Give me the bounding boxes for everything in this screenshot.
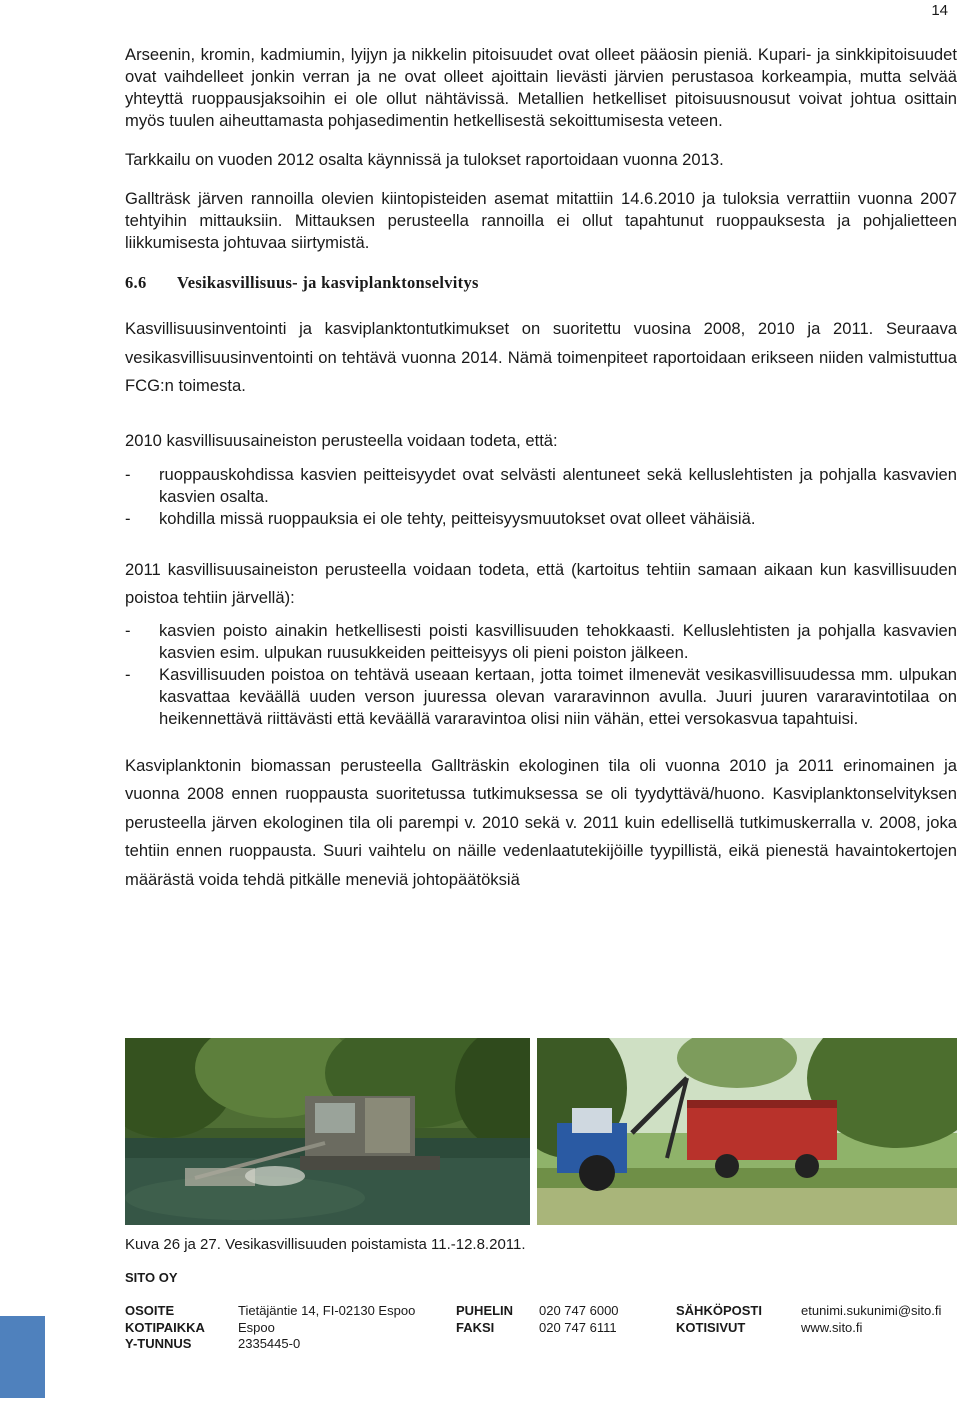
footer-domicile: Espoo [238,1319,275,1335]
footer-address: Tietäjäntie 14, FI-02130 Espoo [238,1303,416,1318]
footer-label: Y-TUNNUS [125,1336,192,1351]
footer-values-1 [238,1303,415,1353]
footer-website[interactable]: www.sito.fi [801,1319,863,1335]
paragraph-phytoplankton: Kasviplanktonin biomassan perusteella Gallträskin ekologinen tila oli vuonna 2010 ja 2011 erinomainen ja vuonna 2008 ennen ruoppausta suoritetussa tutkimuksessa se oli tyydyttävä/huono. Kasviplanktonselvityksen perusteella järven ekologinen tila oli parempi v. 2010 sekä v. 2011 kuin edellisellä tutkimuskerralla v. 2008, joka tehtiin ennen ruoppausta. Suuri vaihtelu on näille vedenlaatutekijöille tyypillistä, eikä pienestä havaintokertojen määrästä voida tehdä pitkälle meneviä johtopäätöksiä [125,755,957,889]
footer-label: PUHELIN [456,1303,514,1318]
list-item: - kasvien poisto ainakin hetkellisesti poisti kasvillisuuden tehokkaasti. Kelluslehtisten ja pohjalla kasvavien kasvien esim. ulpukan ruusukkeiden peitteisyys oli pieni poiston jälkeen. [125,620,957,664]
footer-phone: 020 747 6000 [539,1303,619,1318]
footer-label: FAKSI [456,1319,495,1335]
paragraph-metals: Arseenin, kromin, kadmiumin, lyijyn ja nikkelin pitoisuudet ovat olleet pääosin pieniä. Kupari- ja sinkkipitoisuudet ovat vaihdelleet jonkin verran ja ne ovat olleet ajoittain lievästi järvien perustasoa korkeampia, mutta selvää yhteyttä ruoppausjaksoihin ei ole ollut nähtävissä. Metallien hetkelliset pitoisuusnousut voivat johtua osittain myös tuulen aiheuttamasta pohjasedimentin hetkellisestä sekoittumisesta veteen. [125,45,957,130]
photo-weed-harvester [125,1038,530,1225]
section-number: 6.6 [125,273,147,292]
footer-label: KOTISIVUT [676,1319,746,1335]
footer-label: OSOITE [125,1303,175,1318]
footer-labels-2 [456,1303,513,1336]
list-item: - kohdilla missä ruoppauksia ei ole tehty, peitteisyysmuutokset ovat olleet vähäisiä. [125,508,957,530]
document-body [125,44,957,894]
photo-tractor-trailer [537,1038,957,1225]
photo-row [125,1038,957,1225]
figure-caption: Kuva 26 ja 27. Vesikasvillisuuden poistamista 11.-12.8.2011. [125,1236,526,1253]
paragraph-benchmarks: Gallträsk järven rannoilla olevien kiintopisteiden asemat mitattiin 14.6.2010 ja tuloksia verrattiin vuonna 2007 tehtyihin mittauksiin. Mittauksen perusteella rannoilla ei ollut tapahtunut ruoppauksesta ja pohjalietteen liikkumisesta johtuvaa siirtymistä. [125,189,957,252]
paragraph-2011-intro: 2011 kasvillisuusaineiston perusteella voidaan todeta, että (kartoitus tehtiin samaan aikaan kun kasvillisuuden poistoa tehtiin järvellä): [125,559,957,607]
footer-business-id: 2335445-0 [238,1336,301,1351]
footer-values-2 [539,1303,619,1336]
footer-email[interactable]: etunimi.sukunimi@sito.fi [801,1303,942,1318]
list-2011 [125,620,957,730]
company-name: SITO OY [125,1270,178,1285]
footer-fax: 020 747 6111 [539,1319,617,1335]
list-2010 [125,464,957,530]
paragraph-monitoring: Tarkkailu on vuoden 2012 osalta käynnissä ja tulokset raportoidaan vuonna 2013. [125,150,724,169]
section-title: Vesikasvillisuus- ja kasviplanktonselvitys [177,273,479,292]
footer-labels-3 [676,1303,762,1336]
paragraph-2010-intro: 2010 kasvillisuusaineiston perusteella voidaan todeta, että: [125,430,558,450]
list-item: - ruoppauskohdissa kasvien peitteisyydet ovat selvästi alentuneet sekä kelluslehtisten ja pohjalla kasvavien kasvien osalta. [125,464,957,508]
footer-values-3 [801,1303,941,1336]
footer-label: SÄHKÖPOSTI [676,1303,762,1318]
list-item: - Kasvillisuuden poistoa on tehtävä useaan kertaan, jotta toimet ilmenevät vesikasvillisuudessa mm. ulpukan kasvattaa keväällä uuden verson juuressa olevan vararavinnon avulla. Juuri juuren vararavintotilaa on heikennettävä riittävästi että keväällä vararavintoa olisi niin vähän, ettei versokasvua tapahtuisi. [125,664,957,730]
paragraph-inventory: Kasvillisuusinventointi ja kasviplanktontutkimukset on suoritettu vuosina 2008, 2010 ja 2011. Seuraava vesikasvillisuusinventointi on tehtävä vuonna 2014. Nämä toimenpiteet raportoidaan erikseen niiden valmistuttua FCG:n toimesta. [125,319,957,395]
page-number: 14 [931,2,948,19]
footer-accent-bar [0,1316,45,1398]
footer-label: KOTIPAIKKA [125,1319,205,1335]
section-heading [125,273,957,293]
footer-labels-1 [125,1303,205,1353]
